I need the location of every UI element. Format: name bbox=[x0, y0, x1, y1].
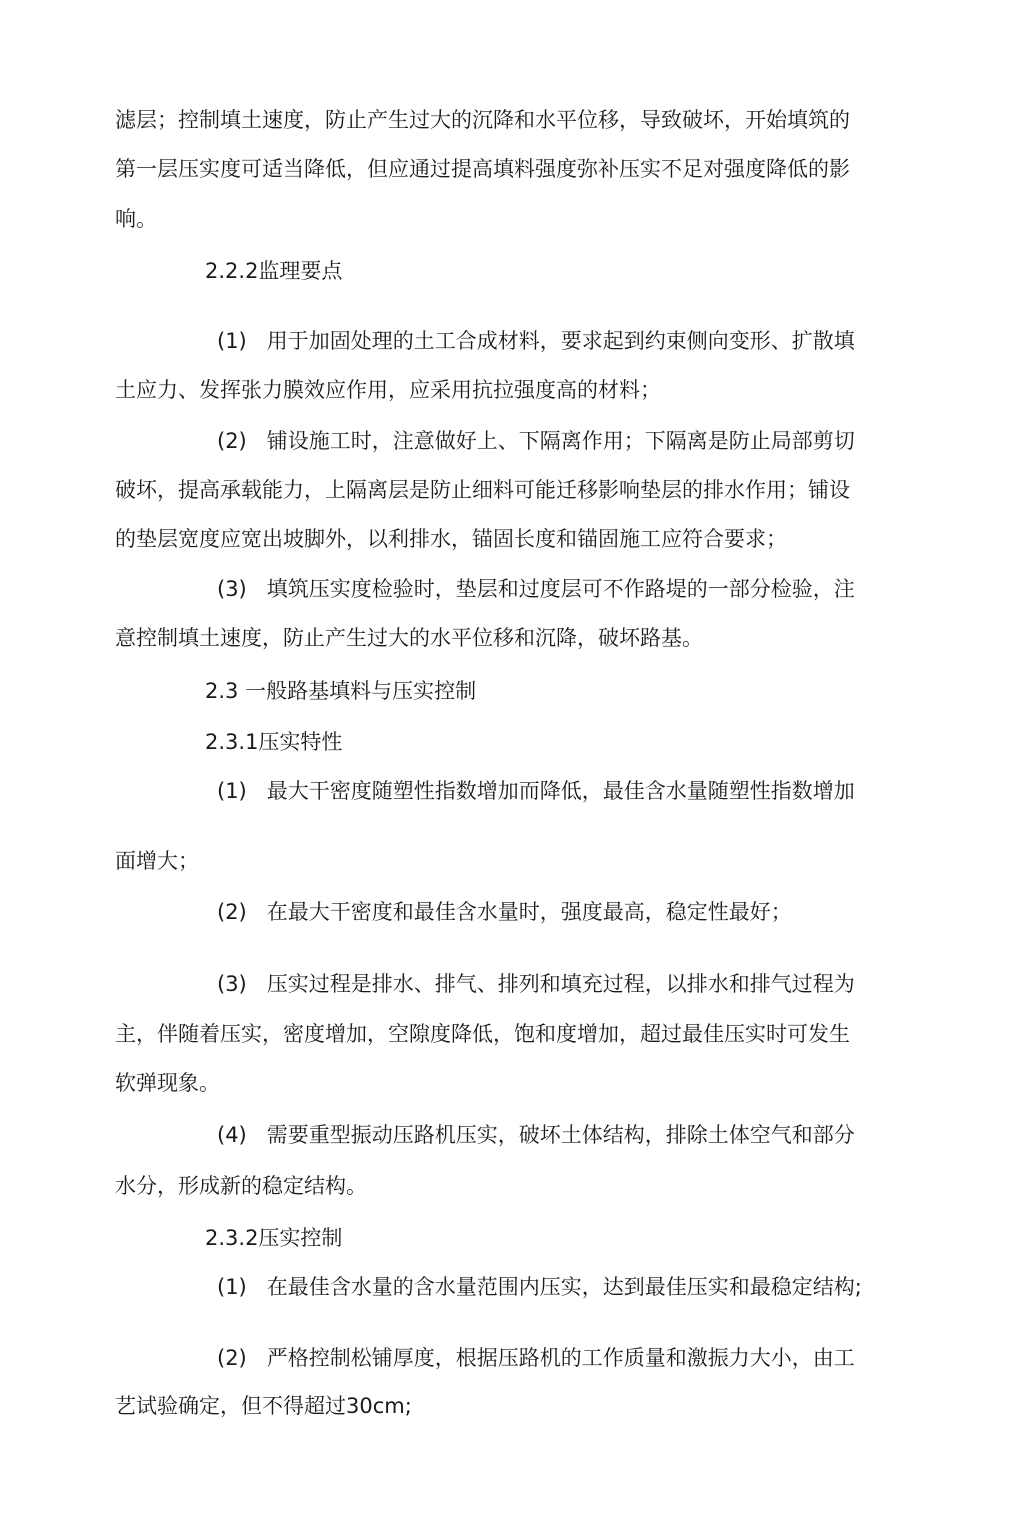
list-item-continuation: 面增大； bbox=[115, 849, 199, 873]
list-item-text: 用于加固处理的土工合成材料，要求起到约束侧向变形、扩散填 bbox=[266, 329, 855, 353]
list-item-number: (3) bbox=[217, 972, 247, 996]
list-item-text: 严格控制松铺厚度，根据压路机的工作质量和激振力大小，由工 bbox=[266, 1346, 855, 1370]
list-item-continuation: 水分，形成新的稳定结构。 bbox=[115, 1174, 367, 1198]
list-item-continuation: 主，伴随着压实，密度增加，空隙度降低，饱和度增加，超过最佳压实时可发生 bbox=[115, 1022, 850, 1046]
paragraph-line: 第一层压实度可适当降低，但应通过提高填料强度弥补压实不足对强度降低的影 bbox=[115, 157, 850, 181]
list-item-number: (3) bbox=[217, 577, 247, 601]
section-heading-2-3-2: 2.3.2压实控制 bbox=[205, 1226, 343, 1250]
list-item-number: (2) bbox=[217, 900, 247, 924]
list-item-continuation: 艺试验确定，但不得超过30cm; bbox=[115, 1394, 412, 1418]
list-item-first-line bbox=[217, 1273, 862, 1301]
list-item-text: 在最佳含水量的含水量范围内压实，达到最佳压实和最稳定结构; bbox=[266, 1275, 862, 1299]
paragraph-line: 滤层；控制填土速度，防止产生过大的沉降和水平位移，导致破坏，开始填筑的 bbox=[115, 108, 850, 132]
list-item-continuation: 土应力、发挥张力膜效应作用，应采用抗拉强度高的材料； bbox=[115, 378, 661, 402]
list-item-first-line bbox=[217, 575, 855, 603]
list-item-text: 铺设施工时，注意做好上、下隔离作用；下隔离是防止局部剪切 bbox=[266, 429, 855, 453]
list-item-first-line bbox=[217, 1121, 855, 1149]
list-item-number: (2) bbox=[217, 1346, 247, 1370]
list-item-number: (2) bbox=[217, 429, 247, 453]
section-heading-2-2-2: 2.2.2监理要点 bbox=[205, 259, 343, 283]
paragraph-line: 响。 bbox=[115, 207, 157, 231]
list-item-continuation: 的垫层宽度应宽出坡脚外，以利排水，锚固长度和锚固施工应符合要求； bbox=[115, 527, 787, 551]
list-item-text: 压实过程是排水、排气、排列和填充过程，以排水和排气过程为 bbox=[266, 972, 855, 996]
list-item-first-line bbox=[217, 327, 855, 355]
list-item-text: 填筑压实度检验时，垫层和过度层可不作路堤的一部分检验，注 bbox=[266, 577, 855, 601]
list-item-number: (4) bbox=[217, 1123, 247, 1147]
list-item-first-line bbox=[217, 970, 855, 998]
list-item-first-line bbox=[217, 1344, 855, 1372]
list-item-first-line bbox=[217, 898, 792, 926]
list-item-text: 在最大干密度和最佳含水量时，强度最高，稳定性最好； bbox=[266, 900, 792, 924]
list-item-number: (1) bbox=[217, 1275, 247, 1299]
list-item-first-line bbox=[217, 427, 855, 455]
list-item-number: (1) bbox=[217, 779, 247, 803]
section-heading-2-3-1: 2.3.1压实特性 bbox=[205, 730, 343, 754]
list-item-text: 最大干密度随塑性指数增加而降低，最佳含水量随塑性指数增加 bbox=[266, 779, 855, 803]
list-item-text: 需要重型振动压路机压实，破坏土体结构，排除土体空气和部分 bbox=[266, 1123, 855, 1147]
list-item-number: (1) bbox=[217, 329, 247, 353]
list-item-first-line bbox=[217, 777, 855, 805]
list-item-continuation: 软弹现象。 bbox=[115, 1071, 220, 1095]
list-item-continuation: 意控制填土速度，防止产生过大的水平位移和沉降，破坏路基。 bbox=[115, 626, 703, 650]
section-heading-2-3: 2.3 一般路基填料与压实控制 bbox=[205, 679, 477, 703]
list-item-continuation: 破坏，提高承载能力，上隔离层是防止细料可能迁移影响垫层的排水作用；铺设 bbox=[115, 478, 850, 502]
